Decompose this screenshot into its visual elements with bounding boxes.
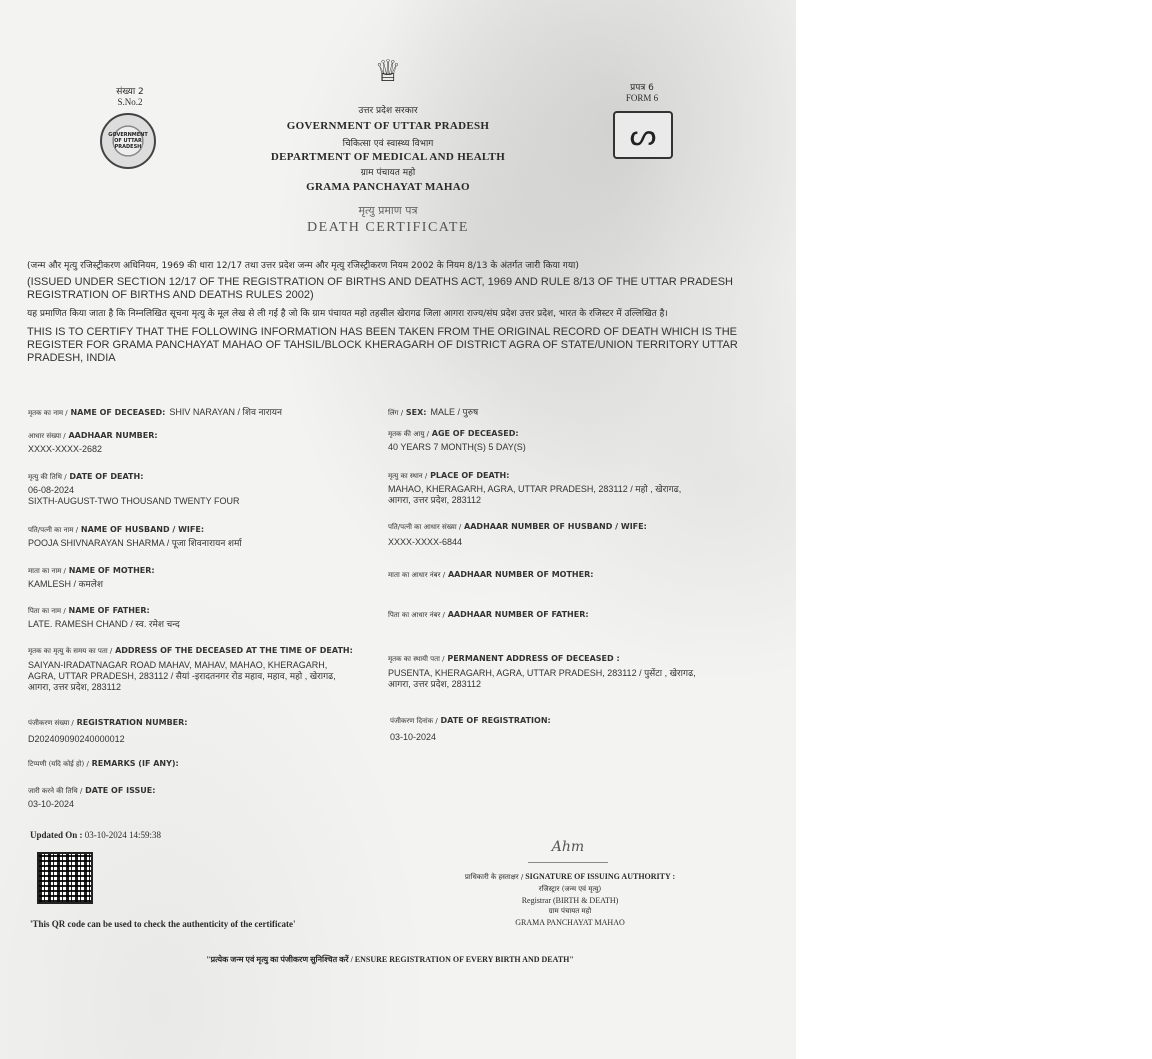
field-name — [28, 402, 368, 420]
field-mother — [28, 566, 368, 590]
registrar-title: Registrar (BIRTH & DEATH) — [521, 896, 619, 905]
age-of-deceased: 40 YEARS 7 MONTH(S) 5 DAY(S) — [388, 442, 526, 452]
up-government-seal — [100, 113, 156, 169]
updated-on — [30, 830, 330, 840]
issued-under-hindi: (जन्म और मृत्यु रजिस्ट्रीकरण अधिनियम, 1969 की धारा 12/17 तथा उत्तर प्रदेश जन्म और मृत्यु रजिस्ट्रीकरण नियम 2002 के नियम 8/13 के अंतर्गत जारी किया गया) — [27, 261, 579, 271]
field-spouse — [28, 525, 378, 549]
field-label-hindi: पंजीकरण संख्या / — [28, 719, 74, 727]
aadhaar-number: XXXX-XXXX-2682 — [28, 444, 103, 454]
office-name: GRAMA PANCHAYAT MAHAO — [515, 918, 625, 927]
sex-value: MALE / पुरुष — [430, 407, 479, 417]
serial-number-hindi: संख्या 2 — [116, 87, 144, 97]
field-label: AADHAAR NUMBER OF HUSBAND / WIFE: — [464, 522, 647, 531]
field-father-aadhaar — [388, 610, 748, 620]
address-line-1: SAIYAN-IRADATNAGAR ROAD MAHAV, MAHAV, MAHAO, KHERAGARH, — [28, 660, 328, 670]
certify-hindi: यह प्रमाणित किया जाता है कि निम्नलिखित सूचना मृत्यु के मूल लेख से ली गई है जो कि ग्राम पंचायत महो तहसील खेरागढ जिला आगरा राज्य/संघ प्रदेश उत्तर प्रदेश, भारत के रजिस्टर में उल्लिखित है। — [27, 309, 668, 319]
field-address — [28, 646, 378, 693]
header-block — [230, 103, 546, 236]
signature-block — [420, 872, 720, 927]
preamble — [27, 260, 747, 365]
field-label-hindi: मृतक का मृत्यु के समय का पता / — [28, 647, 113, 655]
updated-on-label: Updated On : — [30, 830, 83, 840]
signature-label-hindi: प्राधिकारी के हस्ताक्षर / — [464, 873, 524, 881]
field-date-of-death — [28, 472, 368, 507]
field-sex — [388, 402, 748, 420]
field-label: DATE OF ISSUE: — [85, 786, 156, 795]
state-name-hindi: उत्तर प्रदेश सरकार — [358, 106, 418, 116]
field-mother-aadhaar — [388, 570, 748, 580]
field-label-hindi: मृत्यु का स्थान / — [388, 472, 428, 480]
field-label-hindi: पिता का नाम / — [28, 607, 66, 615]
date-of-registration: 03-10-2024 — [390, 732, 437, 742]
field-registration-number — [28, 718, 368, 745]
field-label: NAME OF DECEASED: — [70, 408, 166, 417]
field-label-hindi: पंजीकरण दिनांक / — [390, 717, 438, 725]
registrar-signature: Ahm — [528, 832, 608, 863]
date-of-death-words: SIXTH-AUGUST-TWO THOUSAND TWENTY FOUR — [28, 496, 240, 506]
form-number-block — [612, 80, 672, 103]
field-label: PLACE OF DEATH: — [430, 471, 510, 480]
panchayat-hindi: ग्राम पंचायत महो — [360, 168, 416, 178]
field-label: DATE OF REGISTRATION: — [440, 716, 551, 725]
certify-statement: THIS IS TO CERTIFY THAT THE FOLLOWING INFORMATION HAS BEEN TAKEN FROM THE ORIGINAL RECORD OF DEATH WHICH IS THE REGISTER FOR GRAMA PANCHAYAT MAHAO OF TAHSIL/BLOCK KHERAGARH OF DISTRICT AGRA OF STATE/UNION TERRITORY UTTAR PRADESH, INDIA — [27, 326, 738, 364]
field-label: REGISTRATION NUMBER: — [76, 718, 188, 727]
field-label: NAME OF FATHER: — [68, 606, 150, 615]
serial-number-block — [100, 84, 160, 107]
field-label: DATE OF DEATH: — [69, 472, 144, 481]
field-label-hindi: जारी करने की तिथि / — [28, 787, 83, 795]
deceased-name: SHIV NARAYAN / शिव नारायन — [169, 407, 283, 417]
place-of-death: MAHAO, KHERAGARH, AGRA, UTTAR PRADESH, 283112 / महो , खेरागढ, — [388, 484, 682, 494]
field-label: NAME OF MOTHER: — [68, 566, 155, 575]
state-name: GOVERNMENT OF UTTAR PRADESH — [286, 120, 490, 132]
field-permanent-address — [388, 654, 748, 690]
field-label: SEX: — [405, 408, 427, 417]
field-label-hindi: माता का नाम / — [28, 567, 66, 575]
updated-on-value: 03-10-2024 14:59:38 — [84, 830, 162, 840]
spouse-aadhaar-number: XXXX-XXXX-6844 — [388, 537, 463, 547]
department-hindi: चिकित्सा एवं स्वास्थ्य विभाग — [342, 139, 434, 149]
signature-label: SIGNATURE OF ISSUING AUTHORITY : — [525, 872, 676, 881]
qr-note: 'This QR code can be used to check the authenticity of the certificate' — [30, 919, 296, 929]
field-age — [388, 429, 748, 453]
panchayat-name: GRAMA PANCHAYAT MAHAO — [306, 181, 470, 193]
permanent-address: PUSENTA, KHERAGARH, AGRA, UTTAR PRADESH, 283112 / पुसेंटा , खेरागढ, — [388, 668, 696, 678]
field-aadhaar — [28, 431, 368, 455]
office-hindi: ग्राम पंचायत महो — [548, 907, 592, 915]
issued-under: (ISSUED UNDER SECTION 12/17 OF THE REGISTRATION OF BIRTHS AND DEATHS ACT, 1969 AND RULE 8/13 OF THE UTTAR PRADESH REGISTRATION OF BIRTHS AND DEATHS RULES 2002) — [27, 276, 733, 301]
field-label-hindi: आधार संख्या / — [28, 432, 66, 440]
field-label-hindi: मृतक की आयु / — [388, 430, 429, 438]
field-label-hindi: पति/पत्नी का नाम / — [28, 526, 79, 534]
field-label: PERMANENT ADDRESS OF DECEASED : — [447, 654, 620, 663]
address-line-2: AGRA, UTTAR PRADESH, 283112 / सैयां -इरादतनगर रोड महाव, महाव, महो , खेरागढ, — [28, 671, 336, 681]
place-of-death-line-2: आगरा, उत्तर प्रदेश, 283112 — [388, 495, 481, 505]
registration-slogan: "प्रत्येक जन्म एवं मृत्यु का पंजीकरण सुनिश्चित करें / ENSURE REGISTRATION OF EVERY BIRTH AND DEATH" — [206, 955, 574, 964]
field-label: AADHAAR NUMBER: — [68, 431, 158, 440]
field-label: AADHAAR NUMBER OF FATHER: — [447, 610, 589, 619]
form-number: FORM 6 — [625, 93, 659, 103]
national-emblem-icon: ♕ — [374, 55, 402, 88]
spouse-name: POOJA SHIVNARAYAN SHARMA / पूजा शिवनारायन शर्मा — [28, 538, 242, 548]
mother-name: KAMLESH / कमलेश — [28, 579, 104, 589]
field-date-of-issue — [28, 786, 368, 810]
field-label-hindi: मृतक का नाम / — [28, 409, 68, 417]
field-father — [28, 606, 368, 630]
field-date-of-registration — [390, 716, 750, 743]
date-of-death: 06-08-2024 — [28, 485, 75, 495]
field-label-hindi: टिप्पणी (यदि कोई हो) / — [28, 760, 89, 768]
field-label: AADHAAR NUMBER OF MOTHER: — [447, 570, 594, 579]
field-label: REMARKS (IF ANY): — [91, 759, 179, 768]
field-label-hindi: मृतक का स्थायी पता / — [388, 655, 445, 663]
form-number-hindi: प्रपत्र 6 — [630, 83, 654, 93]
department-name: DEPARTMENT OF MEDICAL AND HEALTH — [270, 151, 506, 163]
field-label-hindi: लिंग / — [388, 409, 404, 417]
certificate-title-hindi: मृत्यु प्रमाण पत्र — [358, 204, 418, 217]
field-place-of-death — [388, 471, 748, 506]
serial-number: S.No.2 — [117, 97, 143, 107]
registrar-title-hindi: रजिस्ट्रार (जन्म एवं मृत्यु) — [538, 885, 602, 893]
seal-text: GOVERNMENT OF UTTAR PRADESH — [108, 132, 148, 150]
certificate-title: DEATH CERTIFICATE — [307, 220, 469, 235]
field-remarks — [28, 759, 368, 769]
date-of-issue: 03-10-2024 — [28, 799, 75, 809]
field-label-hindi: मृत्यु की तिथि / — [28, 473, 67, 481]
registration-number: D202409090240000012 — [28, 734, 125, 744]
crs-logo-icon: ᔕ — [613, 111, 673, 159]
address-line-3: आगरा, उत्तर प्रदेश, 283112 — [28, 682, 121, 692]
father-name: LATE. RAMESH CHAND / स्व. रमेश चन्द — [28, 619, 180, 629]
field-label: AGE OF DECEASED: — [431, 429, 519, 438]
qr-code[interactable] — [37, 852, 93, 904]
field-label-hindi: माता का आधार नंबर / — [388, 571, 446, 579]
field-label: ADDRESS OF THE DECEASED AT THE TIME OF DEATH: — [115, 646, 353, 655]
field-label: NAME OF HUSBAND / WIFE: — [80, 525, 205, 534]
field-spouse-aadhaar — [388, 522, 748, 548]
permanent-address-line-2: आगरा, उत्तर प्रदेश, 283112 — [388, 679, 481, 689]
field-label-hindi: पिता का आधार नंबर / — [388, 611, 445, 619]
field-label-hindi: पति/पत्नी का आधार संख्या / — [388, 523, 462, 531]
